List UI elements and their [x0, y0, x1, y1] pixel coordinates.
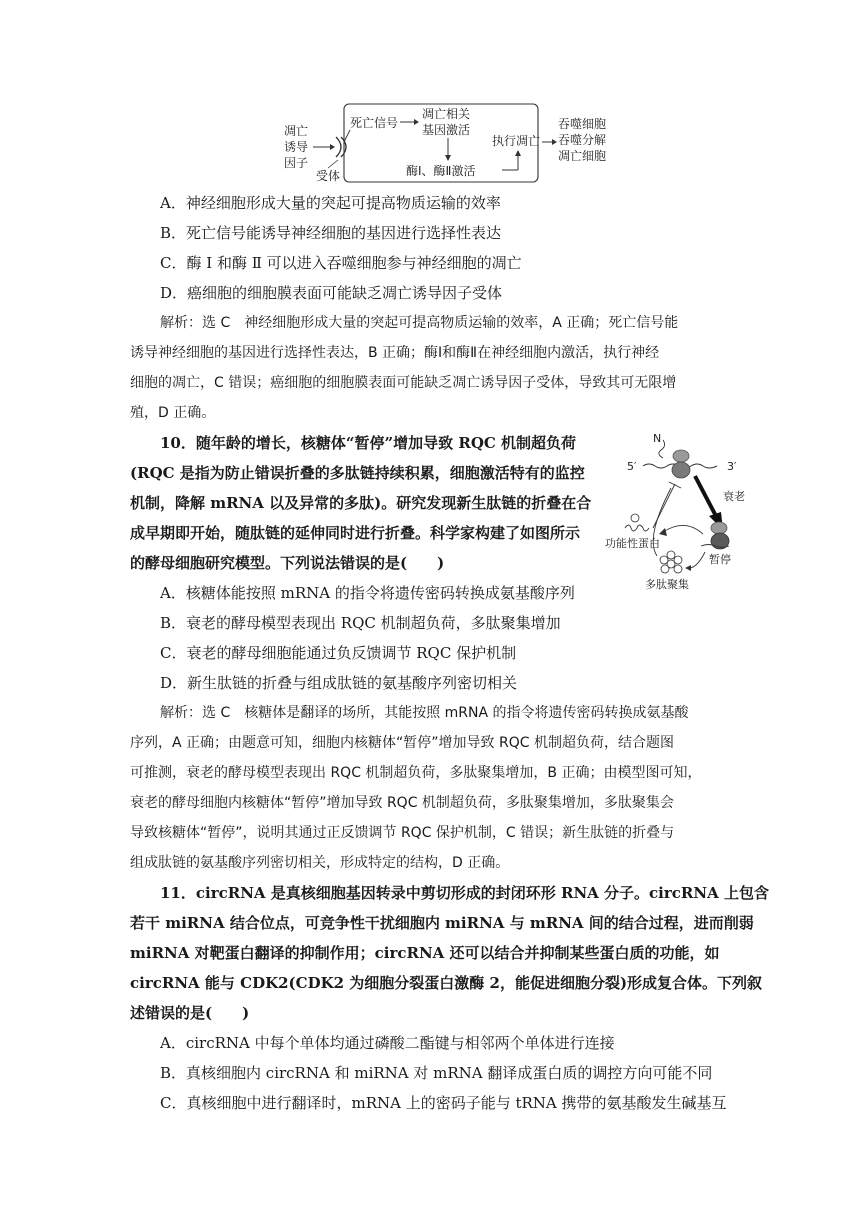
- ribosome-pause-small: [711, 522, 727, 534]
- q10-option-a: A．核糖体能按照 mRNA 的指令将遗传密码转换成氨基酸序列: [160, 584, 575, 602]
- q10-option-d: D．新生肽链的折叠与组成肽链的氨基酸序列密切相关: [160, 674, 518, 692]
- q10-stem-1: 10．随年龄的增长，核糖体“暂停”增加导致 RQC 机制超负荷: [160, 434, 577, 452]
- q11-stem-3: miRNA 对靶蛋白翻译的抑制作用；circRNA 还可以结合并抑制某些蛋白质的功能，如: [130, 944, 720, 962]
- inducer-label-2: 诱导: [284, 140, 309, 154]
- q10-explanation-3: 可推测，衰老的酵母模型表现出 RQC 机制超负荷，多肽聚集增加，B 正确；由模型图可知，: [130, 765, 702, 781]
- inducer-label-1: 凋亡: [284, 124, 309, 138]
- phago-label-2: 吞噬分解: [558, 133, 607, 147]
- execute-label: 执行凋亡: [492, 134, 541, 148]
- inducer-label-3: 因子: [284, 156, 309, 170]
- q10-stem-2: (RQC 是指为防止错误折叠的多肽链持续积累，细胞激活特有的监控: [130, 464, 585, 482]
- rqc-model-figure: [605, 428, 753, 593]
- enzymes-label: 酶Ⅰ、酶Ⅱ激活: [406, 164, 476, 178]
- q10-stem-3: 机制，降解 mRNA 以及异常的多肽)。研究发现新生肽链的折叠在合: [130, 494, 592, 512]
- pause-label: 暂停: [709, 553, 731, 566]
- q11-option-a: A．circRNA 中每个单体均通过磷酸二酯键与相邻两个单体进行连接: [160, 1034, 615, 1052]
- apoptosis-diagram: [280, 100, 640, 186]
- q10-option-c: C．衰老的酵母细胞能通过负反馈调节 RQC 保护机制: [160, 644, 517, 662]
- aggregation-label: 多肽聚集: [645, 578, 689, 591]
- phago-label-1: 吞噬细胞: [558, 117, 607, 131]
- q11-option-b: B．真核细胞内 circRNA 和 miRNA 对 mRNA 翻译成蛋白质的调控方向可能不同: [160, 1064, 713, 1082]
- q9-explanation-4: 殖，D 正确。: [130, 405, 216, 421]
- phago-label-3: 凋亡细胞: [558, 149, 607, 163]
- q10-stem-4: 成早期即开始，随肽链的延伸同时进行折叠。科学家构建了如图所示: [130, 524, 581, 542]
- q9-option-c: C．酶 Ⅰ 和酶 Ⅱ 可以进入吞噬细胞参与神经细胞的凋亡: [160, 254, 522, 272]
- q9-explanation-1: 解析：选 C 神经细胞形成大量的突起可提高物质运输的效率，A 正确；死亡信号能: [160, 315, 679, 331]
- q11-stem-5: 述错误的是( ): [130, 1004, 250, 1022]
- ribosome-top-small: [673, 450, 689, 462]
- q9-explanation-2: 诱导神经细胞的基因进行选择性表达，B 正确；酶Ⅰ和酶Ⅱ在神经细胞内激活，执行神经: [130, 345, 660, 361]
- polypeptide-aggregate: [660, 551, 682, 573]
- functional-protein-label: 功能性蛋白: [605, 537, 660, 550]
- n-terminus-label: N: [653, 432, 662, 445]
- q11-stem-4: circRNA 能与 CDK2(CDK2 为细胞分裂蛋白激酶 2，能促进细胞分裂)形成复合体。下列叙: [130, 974, 763, 992]
- receptor-label: 受体: [316, 169, 341, 183]
- q9-option-b: B．死亡信号能诱导神经细胞的基因进行选择性表达: [160, 224, 502, 242]
- q10-explanation-6: 组成肽链的氨基酸序列密切相关，形成特定的结构，D 正确。: [130, 855, 510, 871]
- q10-explanation-4: 衰老的酵母细胞内核糖体“暂停”增加导致 RQC 机制超负荷，多肽聚集增加，多肽聚集会: [130, 795, 674, 811]
- aging-label: 衰老: [723, 490, 745, 503]
- ribosome-top-large: [672, 462, 690, 478]
- q11-stem-2: 若干 miRNA 结合位点，可竞争性干扰细胞内 miRNA 与 mRNA 间的结合过程，进而削弱: [130, 914, 754, 932]
- death-signal-label: 死亡信号: [350, 116, 399, 130]
- three-prime-label: 3′: [727, 460, 737, 473]
- q10-stem-5: 的酵母细胞研究模型。下列说法错误的是( ): [130, 554, 445, 572]
- gene-activation-label-1: 凋亡相关: [422, 107, 471, 121]
- gene-activation-label-2: 基因激活: [422, 123, 471, 137]
- q11-option-c: C．真核细胞中进行翻译时，mRNA 上的密码子能与 tRNA 携带的氨基酸发生碱基互: [160, 1094, 727, 1112]
- q9-option-a: A．神经细胞形成大量的突起可提高物质运输的效率: [160, 194, 501, 212]
- q10-option-b: B．衰老的酵母模型表现出 RQC 机制超负荷，多肽聚集增加: [160, 614, 561, 632]
- q11-stem-1: 11．circRNA 是真核细胞基因转录中剪切形成的封闭环形 RNA 分子。circRNA 上包含: [160, 884, 769, 902]
- q10-explanation-1: 解析：选 C 核糖体是翻译的场所，其能按照 mRNA 的指令将遗传密码转换成氨基酸: [160, 705, 689, 721]
- five-prime-label: 5′: [627, 460, 637, 473]
- q10-explanation-2: 序列，A 正确；由题意可知，细胞内核糖体“暂停”增加导致 RQC 机制超负荷，结合题图: [130, 735, 674, 751]
- q10-explanation-5: 导致核糖体“暂停”，说明其通过正反馈调节 RQC 保护机制，C 错误；新生肽链的折叠与: [130, 825, 675, 841]
- q9-option-d: D．癌细胞的细胞膜表面可能缺乏凋亡诱导因子受体: [160, 284, 503, 302]
- q9-explanation-3: 细胞的凋亡，C 错误；癌细胞的细胞膜表面可能缺乏凋亡诱导因子受体，导致其可无限增: [130, 375, 677, 391]
